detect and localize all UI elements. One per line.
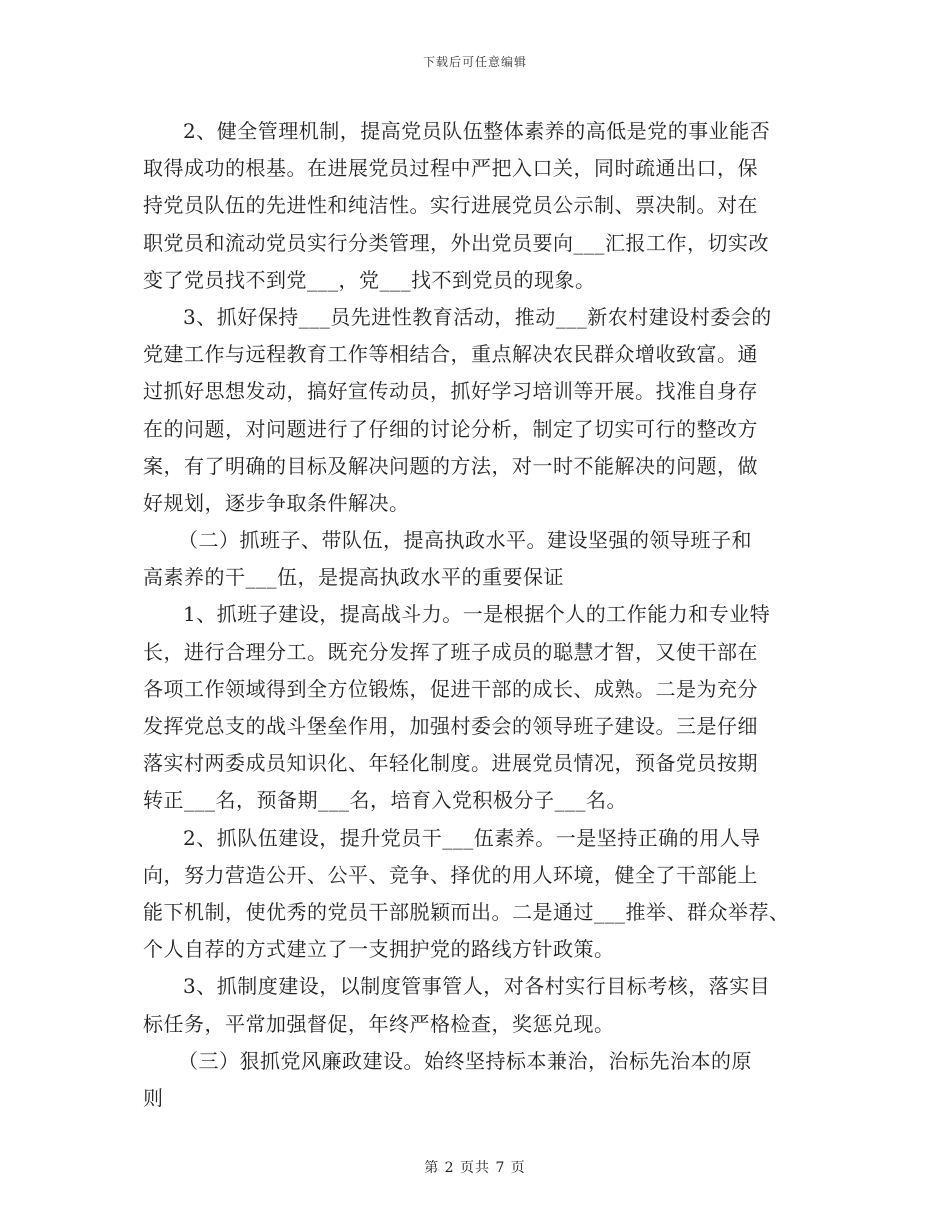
- paragraph-line: 过抓好思想发动，搞好宣传动员，抓好学习培训等开展。找准自身存: [143, 379, 758, 404]
- page-number: 第 2 页共 7 页: [424, 1160, 526, 1176]
- document-body: [143, 113, 813, 1117]
- page-header: 下载后可任意编辑: [422, 55, 527, 69]
- paragraph-line: 3、抓制度建设，以制度管事管人，对各村实行目标考核，落实目: [183, 974, 771, 999]
- paragraph-line: 案，有了明确的目标及解决问题的方法，对一时不能解决的问题，做: [143, 453, 758, 478]
- section-heading-line: （二）抓班子、带队伍，提高执政水平。建设坚强的领导班子和: [178, 528, 752, 553]
- paragraph-line: 在的问题，对问题进行了仔细的讨论分析，制定了切实可行的整改方: [143, 416, 758, 441]
- paragraph-line: 落实村两委成员知识化、年轻化制度。进展党员情况，预备党员按期: [143, 751, 758, 776]
- paragraph-line: 2、抓队伍建设，提升党员干___伍素养。一是坚持正确的用人导: [183, 825, 761, 850]
- paragraph-line: 各项工作领域得到全方位锻炼，促进干部的成长、成熟。二是为充分: [143, 676, 758, 701]
- section-heading-line: 则: [143, 1085, 164, 1110]
- paragraph-line: 党建工作与远程教育工作等相结合，重点解决农民群众增收致富。通: [143, 342, 758, 367]
- paragraph-line: 长，进行合理分工。既充分发挥了班子成员的聪慧才智，又使干部在: [143, 639, 758, 664]
- paragraph-line: 转正___名，预备期___名，培育入党积极分子___名。: [143, 788, 627, 813]
- paragraph-line: 发挥党总支的战斗堡垒作用，加强村委会的领导班子建设。三是仔细: [143, 714, 758, 738]
- section-heading-line: （三）狠抓党风廉政建设。始终坚持标本兼治，治标先治本的原: [178, 1048, 752, 1073]
- paragraph-line: 3、抓好保持___员先进性教育活动，推动___新农村建设村委会的: [183, 304, 772, 329]
- paragraph-line: 变了党员找不到党___，党___找不到党员的现象。: [143, 267, 596, 292]
- section-heading-line: 高素养的干___伍，是提高执政水平的重要保证: [143, 565, 564, 590]
- paragraph-line: 2、健全管理机制，提高党员队伍整体素养的高低是党的事业能否: [183, 119, 771, 143]
- paragraph-line: 个人自荐的方式建立了一支拥护党的路线方针政策。: [143, 937, 615, 962]
- paragraph-line: 职党员和流动党员实行分类管理，外出党员要向___汇报工作，切实改: [143, 230, 769, 255]
- paragraph-line: 标任务，平常加强督促，年终严格检查，奖惩兑现。: [143, 1011, 615, 1036]
- paragraph-line: 向，努力营造公开、公平、竞争、择优的用人环境，健全了干部能上: [143, 862, 758, 887]
- paragraph-line: 持党员队伍的先进性和纯洁性。实行进展党员公示制、票决制。对在: [143, 193, 758, 218]
- paragraph-line: 能下机制，使优秀的党员干部脱颖而出。二是通过___推举、群众举荐、: [143, 899, 790, 924]
- paragraph-line: 取得成功的根基。在进展党员过程中严把入口关，同时疏通出口，保: [143, 156, 758, 181]
- paragraph-line: 1、抓班子建设，提高战斗力。一是根据个人的工作能力和专业特: [183, 602, 771, 627]
- paragraph-line: 好规划，逐步争取条件解决。: [143, 490, 410, 515]
